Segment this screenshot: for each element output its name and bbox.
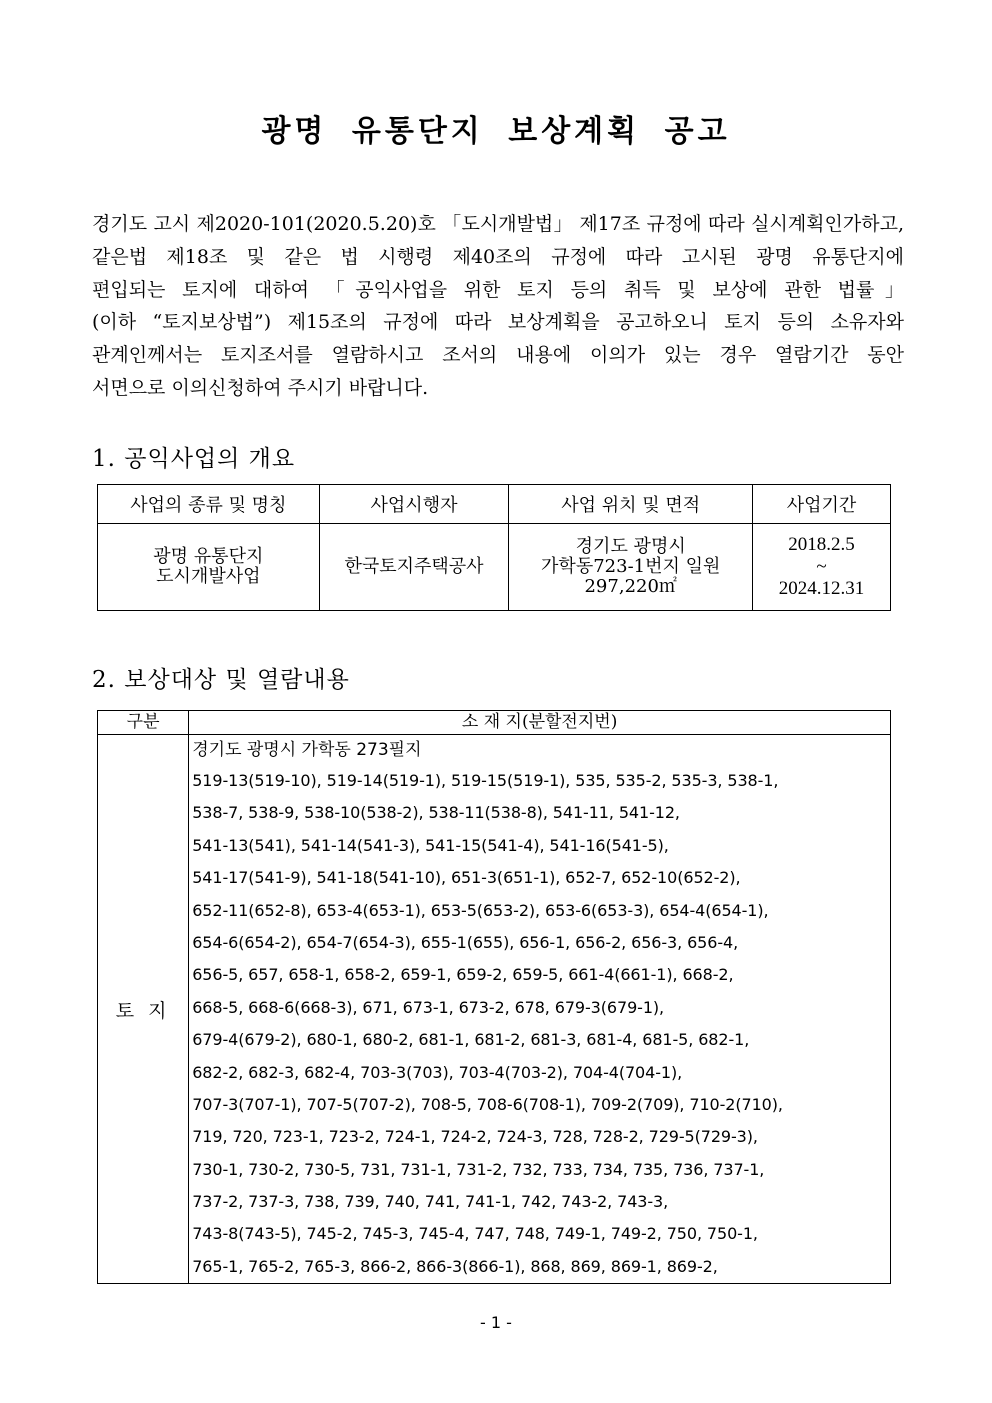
parcel-line: 652-11(652-8), 653-4(653-1), 653-5(653-2), 653-6(653-3), 654-4(654-1), <box>192 900 769 920</box>
compensation-table <box>97 710 891 1284</box>
operator-cell: 한국토지주택공사 <box>319 524 509 611</box>
project-name-line: 광명 유통단지 <box>153 546 264 567</box>
parcel-line: 743-8(743-5), 745-2, 745-3, 745-4, 747, 748, 749-1, 749-2, 750, 750-1, <box>192 1224 758 1244</box>
parcel-line: 679-4(679-2), 680-1, 680-2, 681-1, 681-2, 681-3, 681-4, 681-5, 682-1, <box>192 1030 750 1050</box>
project-name-cell <box>98 524 320 611</box>
period-start: 2018.2.5 <box>788 534 855 555</box>
location-cell <box>509 524 753 611</box>
project-name-line: 도시개발사업 <box>156 566 261 587</box>
location-line: 가학동723-1번지 일원 <box>541 556 721 577</box>
intro-line: 관계인께서는 토지조서를 열람하시고 조서의 내용에 이의가 있는 경우 열람기간 동안 <box>92 344 904 367</box>
intro-line: 편입되는 토지에 대하여 「공익사업을 위한 토지 등의 취득 및 보상에 관한 법률」 <box>92 278 904 301</box>
table-header-row <box>98 485 891 524</box>
page-title: 광명 유통단지 보상계획 공고 <box>261 114 731 149</box>
parcel-line: 654-6(654-2), 654-7(654-3), 655-1(655), 656-1, 656-2, 656-3, 656-4, <box>192 932 739 952</box>
period-separator: ~ <box>816 556 827 577</box>
parcel-line: 682-2, 682-3, 682-4, 703-3(703), 703-4(703-2), 704-4(704-1), <box>192 1062 683 1082</box>
parcel-line: 765-1, 765-2, 765-3, 866-2, 866-3(866-1), 868, 869, 869-1, 869-2, <box>192 1256 718 1276</box>
table-row <box>98 524 891 611</box>
parcel-line: 519-13(519-10), 519-14(519-1), 519-15(519-1), 535, 535-2, 535-3, 538-1, <box>192 771 779 790</box>
table-header-row <box>98 711 891 735</box>
intro-line: 서면으로 이의신청하여 주시기 바랍니다. <box>92 376 429 399</box>
page-number: - 1 - <box>480 1313 512 1332</box>
header-location: 소 재 지(분할전지번) <box>189 711 891 735</box>
parcel-line: 538-7, 538-9, 538-10(538-2), 538-11(538-8), 541-11, 541-12, <box>192 803 680 823</box>
parcel-list-cell <box>189 735 891 1284</box>
table-row <box>98 735 891 1284</box>
parcel-line: 719, 720, 723-1, 723-2, 724-1, 724-2, 724-3, 728, 728-2, 729-5(729-3), <box>192 1127 758 1147</box>
location-area: 297,220㎡ <box>584 576 677 597</box>
parcel-line: 541-17(541-9), 541-18(541-10), 651-3(651-1), 652-7, 652-10(652-2), <box>192 868 741 888</box>
intro-line: (이하 “토지보상법”) 제15조의 규정에 따라 보상계획을 공고하오니 토지 등의 소유자와 <box>92 311 904 334</box>
project-overview-table <box>97 484 891 611</box>
header-project-name: 사업의 종류 및 명칭 <box>98 485 320 524</box>
parcel-line: 656-5, 657, 658-1, 658-2, 659-1, 659-2, 659-5, 661-4(661-1), 668-2, <box>192 965 734 985</box>
header-category: 구분 <box>98 711 189 735</box>
period-cell <box>753 524 891 611</box>
header-period: 사업기간 <box>753 485 891 524</box>
parcel-line: 707-3(707-1), 707-5(707-2), 708-5, 708-6(708-1), 709-2(709), 710-2(710), <box>192 1094 783 1114</box>
parcel-location-heading: 경기도 광명시 가학동 273필지 <box>192 740 422 760</box>
category-cell: 토 지 <box>98 735 189 1284</box>
parcel-line: 730-1, 730-2, 730-5, 731, 731-1, 731-2, 732, 733, 734, 735, 736, 737-1, <box>192 1159 765 1179</box>
parcel-line: 668-5, 668-6(668-3), 671, 673-1, 673-2, 678, 679-3(679-1), <box>192 997 665 1017</box>
intro-line: 경기도 고시 제2020-101(2020.5.20)호 「도시개발법」 제17조 규정에 따라 실시계획인가하고, <box>92 213 904 235</box>
location-line: 경기도 광명시 <box>575 536 686 557</box>
section-heading-overview: 1. 공익사업의 개요 <box>92 446 296 472</box>
header-location: 사업 위치 및 면적 <box>509 485 753 524</box>
header-operator: 사업시행자 <box>319 485 509 524</box>
intro-line: 같은법 제18조 및 같은 법 시행령 제40조의 규정에 따라 고시된 광명 유통단지에 <box>92 245 904 268</box>
parcel-line: 541-13(541), 541-14(541-3), 541-15(541-4), 541-16(541-5), <box>192 835 669 855</box>
section-heading-compensation: 2. 보상대상 및 열람내용 <box>92 667 350 693</box>
period-end: 2024.12.31 <box>778 578 865 599</box>
parcel-line: 737-2, 737-3, 738, 739, 740, 741, 741-1, 742, 743-2, 743-3, <box>192 1192 669 1212</box>
intro-paragraph <box>92 208 904 405</box>
